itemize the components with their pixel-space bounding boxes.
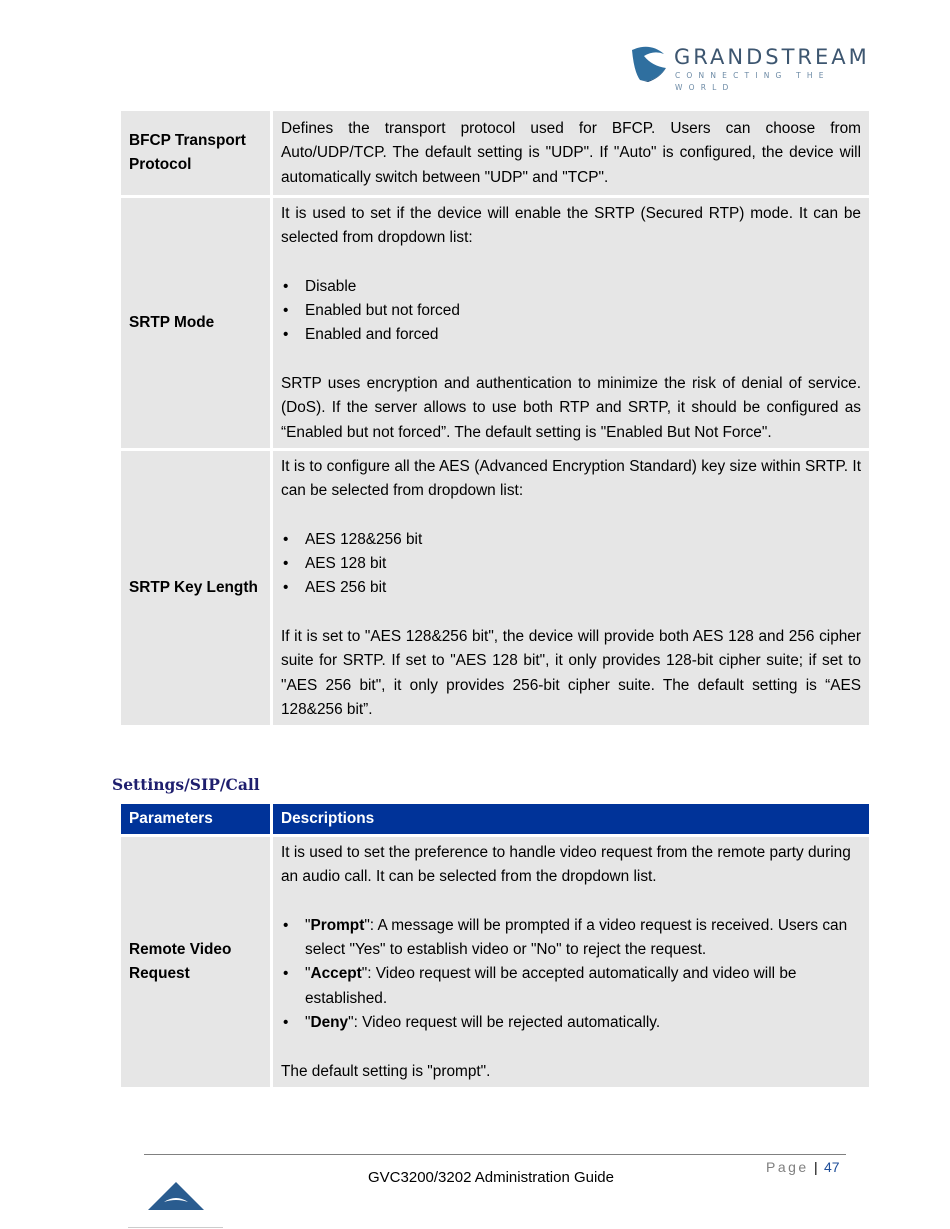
- list-item: • Enabled and forced: [305, 323, 861, 347]
- list-item: • Disable: [305, 275, 861, 299]
- option-text: ": Video request will be rejected automatically.: [348, 1014, 661, 1032]
- list-item: • AES 128 bit: [305, 552, 861, 576]
- grandstream-swirl-icon: [630, 44, 670, 84]
- option-name: Prompt: [310, 916, 365, 934]
- param-description: [273, 834, 869, 1087]
- table-row: [121, 834, 869, 1087]
- param-name: Remote Video Request: [121, 834, 273, 1087]
- description-note: The default setting is "prompt".: [281, 1062, 491, 1080]
- table-row: [121, 195, 869, 448]
- option-list: [281, 914, 861, 1035]
- description-intro: It is to configure all the AES (Advanced Encryption Standard) key size within SRTP. It can be selected from dropdown list:: [281, 457, 861, 500]
- option-name: Accept: [310, 965, 362, 983]
- parameters-table-2: [121, 804, 869, 1087]
- param-description: [273, 195, 869, 448]
- column-header-descriptions: Descriptions: [273, 804, 869, 834]
- description-intro: It is used to set if the device will enable the SRTP (Secured RTP) mode. It can be selected from dropdown list:: [281, 204, 861, 247]
- footer-rule: [128, 1227, 223, 1228]
- param-name: BFCP Transport Protocol: [121, 111, 273, 195]
- option-list: [281, 528, 861, 601]
- document-title: GVC3200/3202 Administration Guide: [368, 1169, 614, 1186]
- description-intro: It is used to set the preference to handle video request from the remote party during an audio call. It can be selected from the dropdown list.: [281, 844, 851, 886]
- list-item: [305, 914, 861, 963]
- option-text: ": A message will be prompted if a video request is received. Users can select "Yes" to establish video or "No" to reject the request.: [305, 916, 848, 959]
- table-row: [121, 111, 869, 195]
- footer-divider: [144, 1154, 846, 1155]
- list-item: • AES 256 bit: [305, 576, 861, 600]
- parameters-table-1: [121, 111, 869, 725]
- table-header-row: [121, 804, 869, 834]
- option-name: Deny: [310, 1014, 349, 1032]
- option-list: [281, 275, 861, 348]
- column-header-parameters: Parameters: [121, 804, 273, 834]
- page-label: Page: [766, 1159, 809, 1175]
- page-number: 47: [824, 1159, 840, 1175]
- param-description: Defines the transport protocol used for BFCP. Users can choose from Auto/UDP/TCP. The default setting is "UDP". If "Auto" is configured, the device will automatically switch between "UDP" and "TCP".: [273, 111, 869, 195]
- list-item: • AES 128&256 bit: [305, 528, 861, 552]
- param-description: [273, 448, 869, 725]
- option-text: ": Video request will be accepted automatically and video will be established.: [305, 965, 797, 1007]
- list-item: [305, 962, 861, 1011]
- list-item: [305, 1011, 861, 1035]
- logo-tagline: CONNECTING THE WORLD: [675, 71, 830, 92]
- table-row: [121, 448, 869, 725]
- description-note: If it is set to "AES 128&256 bit", the device will provide both AES 128 and 256 cipher suite for SRTP. If set to "AES 128 bit", it only provides 128-bit cipher suite; if set to "AES 256 bit", it only provides 256-bit cipher suite. The default setting is “AES 128&256 bit”.: [281, 627, 861, 718]
- logo-name: GRANDSTREAM: [674, 45, 870, 69]
- quote-mark: ": [305, 1014, 311, 1032]
- section-title: Settings/SIP/Call: [112, 775, 260, 794]
- param-name: SRTP Key Length: [121, 448, 273, 725]
- footer-triangle-icon: [146, 1180, 206, 1210]
- quote-mark: ": [305, 965, 311, 983]
- description-note: SRTP uses encryption and authentication to minimize the risk of denial of service. (DoS). If the server allows to use both RTP and SRTP, it should be configured as “Enabled but not forced”. The default setting is "Enabled But Not Force".: [281, 374, 861, 441]
- quote-mark: ": [305, 916, 311, 934]
- page-separator: |: [814, 1159, 818, 1175]
- grandstream-logo: [630, 44, 885, 92]
- param-name: SRTP Mode: [121, 195, 273, 448]
- list-item: • Enabled but not forced: [305, 299, 861, 323]
